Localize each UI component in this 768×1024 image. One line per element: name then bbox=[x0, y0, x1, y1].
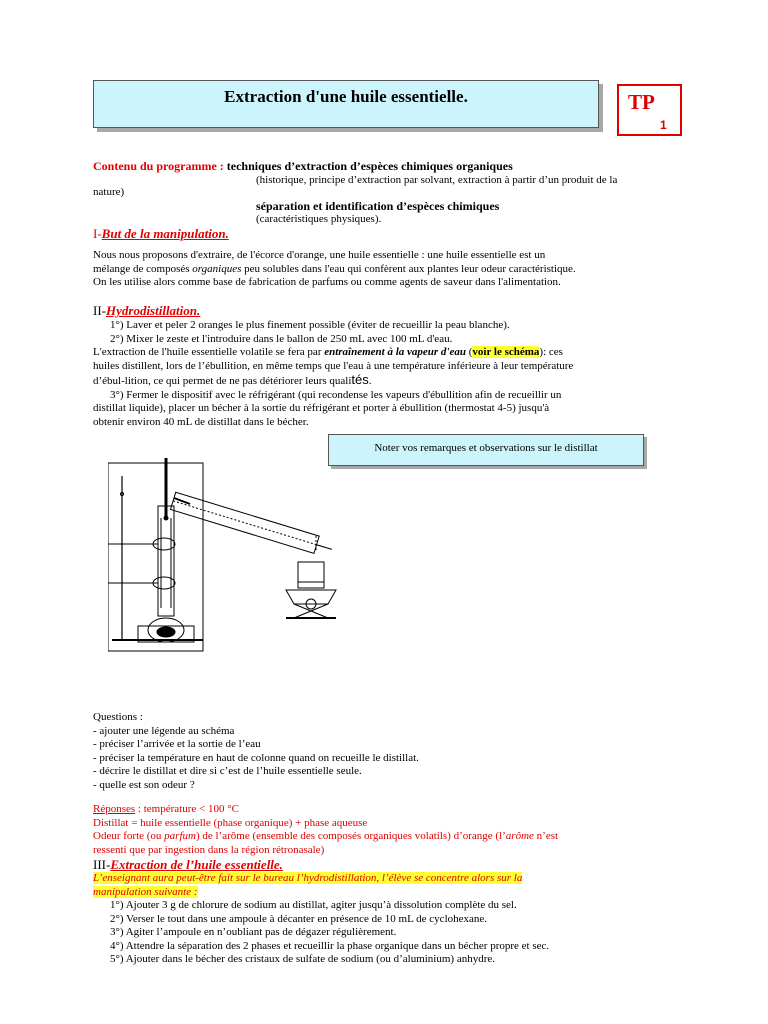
note-text: Noter vos remarques et observations sur le distillat bbox=[374, 442, 598, 454]
section-3-heading bbox=[93, 857, 283, 873]
tp-label: TP bbox=[628, 90, 655, 114]
section-1-title: But de la manipulation. bbox=[101, 226, 229, 241]
section-1-line-3: On les utilise alors comme base de fabrication de parfums ou comme agents de saveur dans l'alimentation. bbox=[93, 276, 561, 288]
section-3-step: 5°) Ajouter dans le bécher des cristaux de sulfate de sodium (ou d’aluminium) anhydre. bbox=[110, 953, 496, 965]
question-item: - ajouter une légende au schéma bbox=[93, 724, 235, 737]
answer-line-4: ressenti que par ingestion dans la région rétronasale) bbox=[93, 843, 325, 856]
answer-line-2: Distillat = huile essentielle (phase organique) + phase aqueuse bbox=[93, 816, 368, 829]
collection-beaker bbox=[298, 562, 324, 588]
section-1-line-1: Nous nous proposons d'extraire, de l'écorce d'orange, une huile essentielle : une huile essentielle est un bbox=[93, 249, 546, 261]
question-item: - décrire le distillat et dire si c’est de l’huile essentielle seule. bbox=[93, 765, 362, 777]
tp-number: 1 bbox=[660, 118, 667, 132]
programme-detail-1a: (historique, principe d’extraction par solvant, extraction à partir d’un produit de la bbox=[256, 174, 618, 186]
schema-reference: voir le schéma bbox=[472, 346, 540, 358]
section-1-line-2: mélange de composés organiques peu solubles dans l'eau qui confèrent aux plantes leur odeur caractéristique. bbox=[93, 262, 576, 275]
section-1-heading bbox=[93, 226, 229, 242]
question-item: - préciser la température en haut de colonne quand on recueille le distillat. bbox=[93, 751, 419, 764]
section-3-step: 1°) Ajouter 3 g de chlorure de sodium au distillat, agiter jusqu’à dissolution complète du sel. bbox=[110, 899, 517, 911]
answer-line-3: Odeur forte (ou parfum) de l’arôme (ensemble des composés organiques volatils) d’orange (l’arôme n’est bbox=[93, 830, 559, 842]
document-title: Extraction d'une huile essentielle. bbox=[224, 87, 468, 106]
beaker-support bbox=[286, 590, 336, 604]
section-2-step-3-line-3: obtenir environ 40 mL de distillat dans le bécher. bbox=[93, 415, 309, 428]
title-box bbox=[93, 80, 599, 128]
section-3-step: 4°) Attendre la séparation des 2 phases et recueillir la phase organique dans un bécher propre et sec. bbox=[110, 939, 550, 952]
distillation-apparatus-diagram bbox=[108, 458, 398, 653]
section-2-paragraph bbox=[93, 319, 683, 429]
section-3-intro bbox=[93, 872, 522, 899]
section-3-step: 2°) Verser le tout dans une ampoule à décanter en présence de 10 mL de cyclohexane. bbox=[110, 912, 488, 925]
section-2-number: II- bbox=[93, 303, 106, 318]
questions-heading: Questions : bbox=[93, 711, 143, 723]
programme-topic-2: séparation et identification d’espèces chimiques bbox=[256, 199, 500, 213]
section-2-step-3-line-1: 3°) Fermer le dispositif avec le réfrigérant (qui recondense les vapeurs d'ébullition afin de recueillir un bbox=[110, 388, 562, 401]
section-3-intro-line-2: manipulation suivante : bbox=[93, 885, 198, 898]
section-3-intro-line-1: L’enseignant aura peut-être fait sur le bureau l’hydrodistillation, l’élève se concentre alors sur la bbox=[93, 872, 523, 884]
condenser bbox=[170, 492, 334, 558]
question-item: - quelle est son odeur ? bbox=[93, 778, 195, 791]
programme-label: Contenu du programme : bbox=[93, 159, 224, 173]
section-3-steps bbox=[110, 899, 549, 967]
section-2-extraction-line-3: d’ébul-lition, ce qui permet de ne pas détériorer leurs qualités. bbox=[93, 372, 372, 387]
section-2-step-2: 2°) Mixer le zeste et l'introduire dans le ballon de 250 mL avec 100 mL d'eau. bbox=[110, 332, 453, 345]
distillation-column bbox=[158, 506, 174, 616]
answer-line-1: Réponses : température < 100 °C bbox=[93, 803, 239, 815]
programme-line bbox=[93, 159, 513, 173]
section-3-title: Extraction de l’huile essentielle. bbox=[110, 857, 283, 872]
section-2-step-3-line-2: distillat liquide), placer un bécher à la sortie du réfrigérant et porter à ébullition (thermostat 4-5) jusqu'à bbox=[93, 402, 550, 414]
answers-block bbox=[93, 803, 558, 857]
programme-detail-1b: nature) bbox=[93, 186, 125, 198]
section-1-number: I- bbox=[93, 226, 102, 241]
tp-badge bbox=[617, 84, 682, 136]
section-3-step: 3°) Agiter l’ampoule en n’oubliant pas de dégazer régulièrement. bbox=[110, 926, 397, 938]
section-1-paragraph bbox=[93, 249, 673, 290]
section-2-heading bbox=[93, 303, 200, 319]
section-2-title: Hydrodistillation. bbox=[106, 303, 201, 318]
flask-contents bbox=[157, 627, 175, 637]
questions-block bbox=[93, 711, 419, 792]
programme-detail-2: (caractéristiques physiques). bbox=[256, 213, 382, 225]
question-item: - préciser l’arrivée et la sortie de l’eau bbox=[93, 738, 261, 750]
section-3-number: III- bbox=[93, 857, 111, 872]
programme-topic-1: techniques d’extraction d’espèces chimiques organiques bbox=[226, 159, 513, 173]
section-2-extraction-line-1: L'extraction de l'huile essentielle volatile se fera par entraînement à la vapeur d'eau (voir le schéma): ces bbox=[93, 346, 563, 358]
section-2-step-1: 1°) Laver et peler 2 oranges le plus finement possible (éviter de recueillir la peau blanche). bbox=[110, 319, 510, 331]
section-2-extraction-line-2: huiles distillent, lors de l’ébullition, en même temps que l'eau à une température inférieure à leur température bbox=[93, 359, 574, 372]
